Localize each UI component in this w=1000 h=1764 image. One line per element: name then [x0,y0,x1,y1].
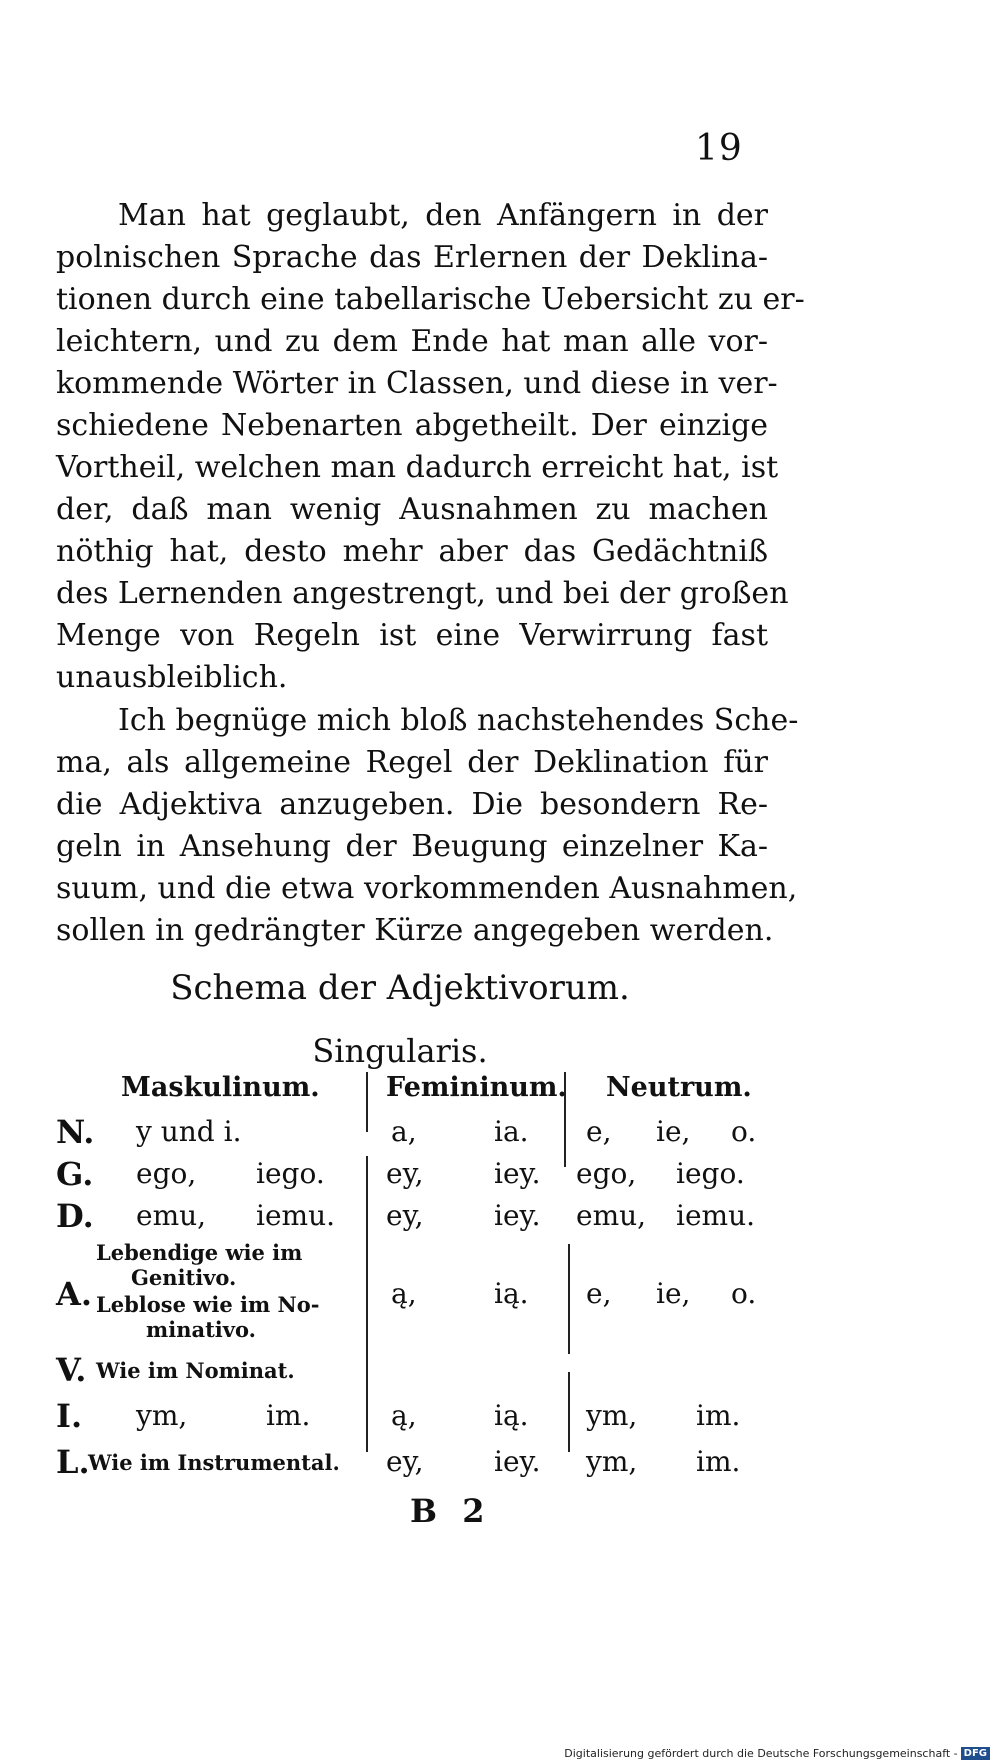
dfg-logo: DFG [961,1747,990,1760]
table-cell: ym, [586,1445,638,1478]
table-cell: ego, [136,1157,197,1190]
paragraph-1 [56,195,805,699]
table-cell: ey, [386,1199,424,1232]
table-cell: iey. [494,1199,541,1232]
table-cell: emu, [576,1199,647,1232]
table-cell: ą, [391,1399,417,1432]
case-label: A. [56,1275,92,1313]
table-cell: ą, [391,1277,417,1310]
table-cell: y und i. [136,1115,242,1148]
paragraph-2 [56,700,799,952]
text-line: unausbleiblich. [56,660,288,695]
table-cell: ey, [386,1445,424,1478]
table-row [56,1154,771,1194]
table-cell: ią. [494,1277,529,1310]
case-label: D. [56,1197,94,1235]
table-subtitle: Singularis. [312,1032,488,1070]
text-line: Vortheil, welchen man dadurch erreicht hat, ist [56,450,779,485]
header-feminine: Femininum. [386,1072,567,1103]
text-line: tionen durch eine tabellarische Uebersicht zu er- [56,282,805,317]
table-cell: ią. [494,1399,529,1432]
table-cell: ie, [656,1277,691,1310]
note-text: Leblose wie im No- [96,1292,320,1317]
signature-mark: B 2 [410,1492,485,1530]
header-neuter: Neutrum. [606,1072,752,1103]
table-cell: emu, [136,1199,207,1232]
text-line: polnischen Sprache das Erlernen der Deklina- [56,240,768,275]
table-title: Schema der Adjektivorum. [170,968,630,1008]
text-line: ma, als allgemeine Regel der Deklination für [56,745,768,780]
case-label: G. [56,1155,94,1193]
note-text: Wie im Nominat. [96,1358,295,1383]
table-row [56,1196,771,1236]
table-cell: a, [391,1115,417,1148]
table-row [56,1442,771,1482]
footer-text: Digitalisierung gefördert durch die Deutsche Forschungsgemeinschaft - [564,1747,958,1760]
table-cell: e, [586,1115,612,1148]
text-line: kommende Wörter in Classen, und diese in ver- [56,366,778,401]
table-cell: iey. [494,1445,541,1478]
case-label: N. [56,1113,95,1151]
text-line: des Lernenden angestrengt, und bei der großen [56,576,789,611]
note-text: minativo. [146,1317,256,1342]
text-line: leichtern, und zu dem Ende hat man alle vor- [56,324,768,359]
table-cell: iey. [494,1157,541,1190]
table-row [56,1396,771,1436]
note-text: Genitivo. [131,1265,237,1290]
text-line: Menge von Regeln ist eine Verwirrung fast [56,618,768,653]
text-line: Ich begnüge mich bloß nachstehendes Sche- [118,703,799,738]
text-line: Man hat geglaubt, den Anfängern in der [118,198,768,233]
digitization-footer [564,1747,990,1760]
table-cell: ego, [576,1157,637,1190]
table-cell: iemu. [256,1199,336,1232]
table-row [56,1112,771,1152]
page-number: 19 [695,128,743,169]
table-cell: ym, [136,1399,188,1432]
table-cell: im. [696,1445,741,1478]
text-line: sollen in gedrängter Kürze angegeben werden. [56,913,774,948]
text-line: schiedene Nebenarten abgetheilt. Der einzige [56,408,768,443]
table-cell: iego. [676,1157,745,1190]
text-line: geln in Ansehung der Beugung einzelner Ka- [56,829,768,864]
table-row [56,1350,771,1390]
note-text: Wie im Instrumental. [88,1450,340,1475]
case-label: L. [56,1443,90,1481]
table-cell: iego. [256,1157,325,1190]
table-cell: ie, [656,1115,691,1148]
text-line: nöthig hat, desto mehr aber das Gedächtniß [56,534,768,569]
text-line: die Adjektiva anzugeben. Die besondern Re- [56,787,768,822]
case-label: V. [56,1351,87,1389]
text-line: suum, und die etwa vorkommenden Ausnahmen, [56,871,798,906]
table-cell: ym, [586,1399,638,1432]
table-cell: e, [586,1277,612,1310]
table-cell: im. [696,1399,741,1432]
header-masculine: Maskulinum. [121,1072,320,1103]
table-cell: o. [731,1115,757,1148]
text-line: der, daß man wenig Ausnahmen zu machen [56,492,768,527]
case-label: I. [56,1397,83,1435]
table-cell: o. [731,1277,757,1310]
table-cell: iemu. [676,1199,756,1232]
table-cell: ey, [386,1157,424,1190]
note-text: Lebendige wie im [96,1240,303,1265]
table-cell: ia. [494,1115,529,1148]
table-cell: im. [266,1399,311,1432]
